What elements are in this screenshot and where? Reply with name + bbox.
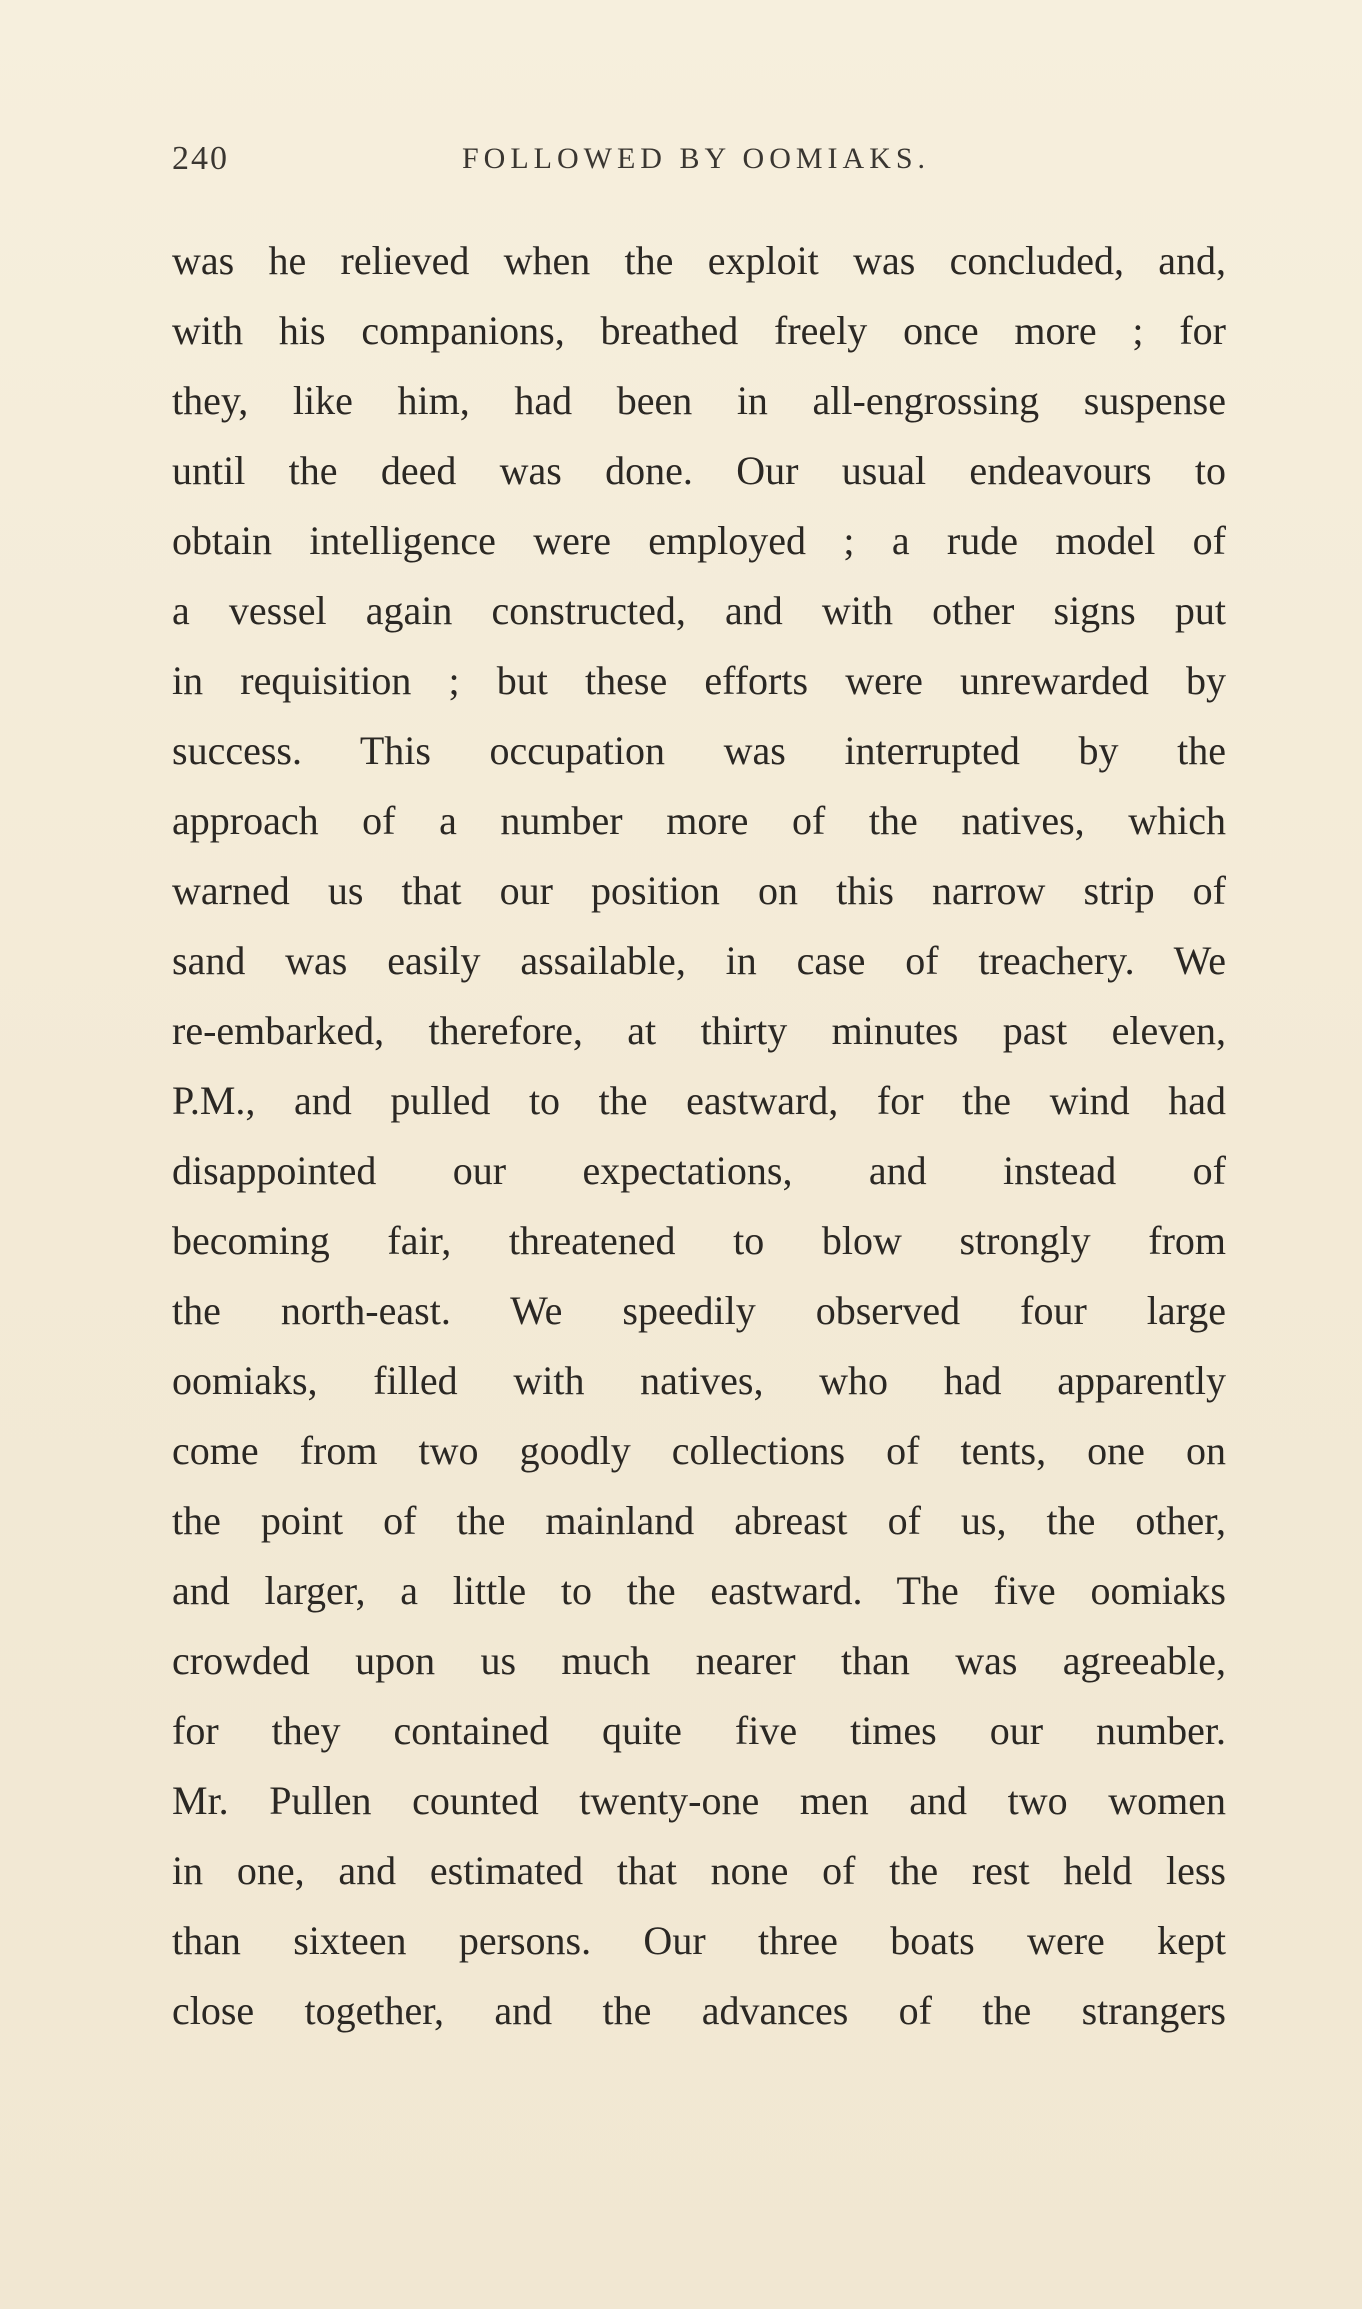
text-line: in requisition ; but these efforts were unrewarded by xyxy=(172,658,1226,703)
text-line: with his companions, breathed freely once more ; for xyxy=(172,308,1226,353)
text-line: they, like him, had been in all-engrossing suspense xyxy=(172,378,1226,423)
body-text xyxy=(172,226,1226,2046)
text-line: obtain intelligence were employed ; a rude model of xyxy=(172,518,1226,563)
text-line: was he relieved when the exploit was concluded, and, xyxy=(172,238,1226,283)
running-title: FOLLOWED BY OOMIAKS. xyxy=(462,142,931,175)
text-line: Mr. Pullen counted twenty-one men and two women xyxy=(172,1778,1226,1823)
text-line: approach of a number more of the natives, which xyxy=(172,798,1226,843)
text-line: the point of the mainland abreast of us, the other, xyxy=(172,1498,1226,1543)
text-line: warned us that our position on this narrow strip of xyxy=(172,868,1226,913)
text-line: oomiaks, filled with natives, who had apparently xyxy=(172,1358,1226,1403)
text-line: crowded upon us much nearer than was agreeable, xyxy=(172,1638,1226,1683)
running-head xyxy=(172,140,1222,200)
text-line: disappointed our expectations, and instead of xyxy=(172,1148,1226,1193)
text-line: re-embarked, therefore, at thirty minutes past eleven, xyxy=(172,1008,1226,1053)
text-line: than sixteen persons. Our three boats were kept xyxy=(172,1918,1226,1963)
text-line: P.M., and pulled to the eastward, for the wind had xyxy=(172,1078,1226,1123)
text-line: close together, and the advances of the strangers xyxy=(172,1988,1226,2033)
text-line: for they contained quite five times our number. xyxy=(172,1708,1226,1753)
text-line: in one, and estimated that none of the rest held less xyxy=(172,1848,1226,1893)
text-line: success. This occupation was interrupted by the xyxy=(172,728,1226,773)
text-line: a vessel again constructed, and with other signs put xyxy=(172,588,1226,633)
text-line: sand was easily assailable, in case of treachery. We xyxy=(172,938,1226,983)
text-line: come from two goodly collections of tents, one on xyxy=(172,1428,1226,1473)
text-line: becoming fair, threatened to blow strongly from xyxy=(172,1218,1226,1263)
text-line: the north-east. We speedily observed four large xyxy=(172,1288,1226,1333)
page-number: 240 xyxy=(172,140,229,177)
text-line: and larger, a little to the eastward. The five oomiaks xyxy=(172,1568,1226,1613)
text-line: until the deed was done. Our usual endeavours to xyxy=(172,448,1226,493)
